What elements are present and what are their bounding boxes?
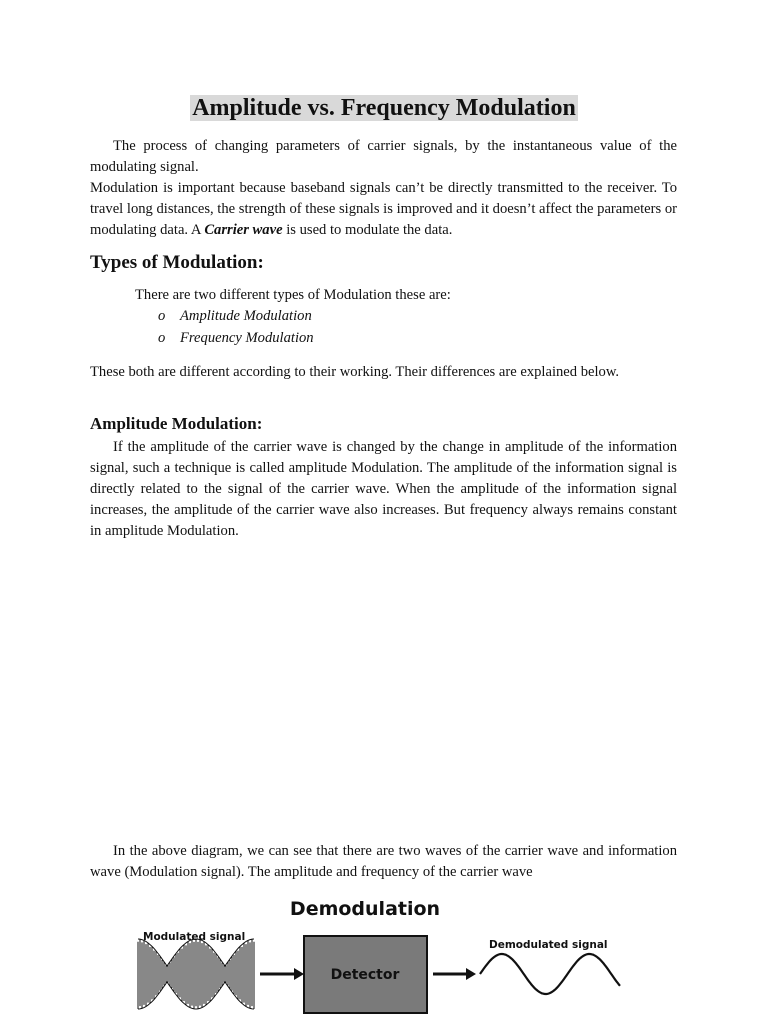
list-item [158, 327, 314, 349]
demodulated-signal-wave [480, 954, 620, 994]
demodulated-signal-label: Demodulated signal [489, 939, 608, 951]
am-heading: Amplitude Modulation: [90, 414, 263, 433]
page-title: Amplitude vs. Frequency Modulation [192, 95, 576, 121]
list-item-label: Frequency Modulation [180, 330, 314, 346]
arrow-in-head [294, 968, 304, 980]
intro-paragraph-2 [90, 178, 677, 241]
bullet-marker: o [158, 308, 166, 324]
intro-p2-text-before: Modulation is important because baseband signals can’t be directly transmitted to the receiver. To travel long distances, the strength of these signals is improved and it doesn’t affect the parameters or modulating data. A [90, 180, 677, 238]
types-heading: Types of Modulation: [90, 252, 264, 273]
intro-p2-text-after: is used to modulate the data. [282, 222, 453, 238]
arrow-out-head [466, 968, 476, 980]
intro-paragraph-1: The process of changing parameters of carrier signals, by the instantaneous value of the modulating signal. [90, 138, 677, 175]
page-title-wrap [0, 94, 768, 123]
detector-label: Detector [330, 967, 400, 983]
modulated-signal-label: Modulated signal [143, 931, 246, 943]
types-after-paragraph: These both are different according to their working. Their differences are explained below. [90, 364, 620, 380]
am-body-paragraph: If the amplitude of the carrier wave is changed by the change in amplitude of the information signal, such a technique is called amplitude Modulation. The amplitude of the information signal is directly related to the signal of the carrier wave. When the amplitude of the information signal increases, the amplitude of the carrier wave also increases. But frequency always remains constant in amplitude Modulation. [90, 439, 677, 539]
demodulation-diagram [130, 890, 630, 1024]
demodulation-title: Demodulation [289, 898, 441, 920]
list-item [158, 305, 314, 327]
list-item-label: Amplitude Modulation [180, 308, 312, 324]
types-lead: There are two different types of Modulation these are: [135, 287, 451, 303]
diagram-caption-paragraph: In the above diagram, we can see that there are two waves of the carrier wave and information wave (Modulation signal). The amplitude and frequency of the carrier wave [90, 843, 677, 880]
carrier-wave-emphasis: Carrier wave [204, 222, 283, 238]
modulated-signal-wave [138, 939, 254, 1009]
bullet-marker: o [158, 330, 166, 346]
types-list [158, 305, 314, 349]
